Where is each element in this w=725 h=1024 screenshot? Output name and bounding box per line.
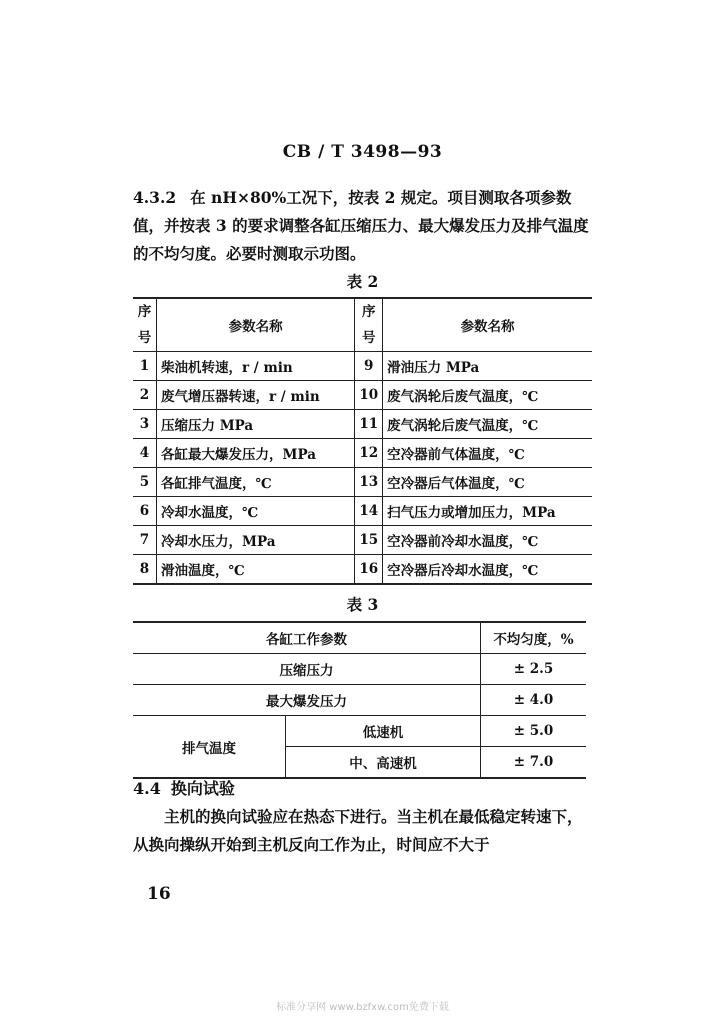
- table2-header-idx-left: 序号: [133, 298, 157, 352]
- table2: [133, 297, 592, 585]
- table3: [133, 621, 586, 779]
- table2-right-name: 滑油压力 MPa: [383, 352, 592, 381]
- table2-left-idx: 8: [133, 555, 157, 585]
- paragraph-4-4-text: 主机的换向试验应在热态下进行。当主机在最低稳定转速下，从换向操纵开始到主机反向工作为止，时间应不大于: [133, 807, 583, 854]
- table2-right-name: 空冷器后气体温度，℃: [383, 468, 592, 497]
- table3-row-compress: [133, 654, 586, 685]
- table2-right-idx: 15: [355, 526, 383, 555]
- table2-left-idx: 5: [133, 468, 157, 497]
- table3-compress-value: ± 2.5: [480, 654, 586, 685]
- table3-exhaust-label: 排气温度: [133, 716, 286, 779]
- paragraph-text: 在 nH×80%工况下，按表 2 规定。项目测取各项参数值，并按表 3 的要求调整各缸压缩压力、最大爆发压力及排气温度的不均匀度。必要时测取示功图。: [133, 188, 589, 263]
- table2-left-idx: 3: [133, 410, 157, 439]
- standard-code-header: CB / T 3498—93: [282, 142, 443, 162]
- table3-mid-speed-label: 中、高速机: [286, 747, 481, 779]
- table2-left-name: 滑油温度，℃: [157, 555, 355, 585]
- table2-left-idx: 1: [133, 352, 157, 381]
- table2-row: [133, 555, 592, 585]
- table2-right-idx: 9: [355, 352, 383, 381]
- table2-left-idx: 4: [133, 439, 157, 468]
- table2-right-idx: 10: [355, 381, 383, 410]
- paragraph-number: 4.3.2: [133, 188, 177, 207]
- table2-row: [133, 468, 592, 497]
- table2-row: [133, 497, 592, 526]
- table2-right-name: 废气涡轮后废气温度，℃: [383, 410, 592, 439]
- table2-header-name-left: 参数名称: [157, 298, 355, 352]
- table2-right-name: 扫气压力或增加压力，MPa: [383, 497, 592, 526]
- section-title: 换向试验: [170, 779, 235, 798]
- table2-right-idx: 14: [355, 497, 383, 526]
- table2-left-name: 柴油机转速，r / min: [157, 352, 355, 381]
- table2-left-name: 冷却水压力，MPa: [157, 526, 355, 555]
- table3-low-speed-label: 低速机: [286, 716, 481, 747]
- watermark-footer: 标准分享网 www.bzfxw.com免费下载: [276, 1002, 449, 1013]
- table2-right-name: 空冷器前冷却水温度，℃: [383, 526, 592, 555]
- paragraph-4-4: [133, 803, 593, 859]
- table2-right-idx: 11: [355, 410, 383, 439]
- table3-col1-header: 各缸工作参数: [133, 622, 480, 654]
- table2-left-idx: 7: [133, 526, 157, 555]
- table2-caption: 表 2: [346, 272, 379, 291]
- table3-row-exhaust-low: [133, 716, 586, 747]
- table2-row: [133, 381, 592, 410]
- table2-left-name: 各缸最大爆发压力，MPa: [157, 439, 355, 468]
- page-number: 16: [147, 884, 171, 904]
- table2-row: [133, 410, 592, 439]
- table2-left-name: 冷却水温度，℃: [157, 497, 355, 526]
- table2-left-name: 压缩压力 MPa: [157, 410, 355, 439]
- table2-row: [133, 526, 592, 555]
- table2-right-idx: 16: [355, 555, 383, 585]
- table3-header-row: [133, 622, 586, 654]
- table3-low-speed-value: ± 5.0: [480, 716, 586, 747]
- table3-col2-header: 不均匀度，%: [480, 622, 586, 654]
- table2-row: [133, 352, 592, 381]
- table3-caption: 表 3: [346, 595, 379, 614]
- table2-header-row: [133, 298, 592, 352]
- paragraph-4-3-2: [133, 184, 593, 268]
- table3-mid-speed-value: ± 7.0: [480, 747, 586, 779]
- section-number: 4.4: [133, 779, 161, 798]
- table2-header-name-right: 参数名称: [383, 298, 592, 352]
- table2-left-name: 废气增压器转速，r / min: [157, 381, 355, 410]
- table2-right-name: 空冷器前气体温度，℃: [383, 439, 592, 468]
- table2-left-idx: 6: [133, 497, 157, 526]
- table2-header-idx-right: 序号: [355, 298, 383, 352]
- table2-right-idx: 13: [355, 468, 383, 497]
- table2-row: [133, 439, 592, 468]
- table2-left-name: 各缸排气温度，℃: [157, 468, 355, 497]
- table3-compress-label: 压缩压力: [133, 654, 480, 685]
- table2-left-idx: 2: [133, 381, 157, 410]
- table2-right-idx: 12: [355, 439, 383, 468]
- section-4-4-heading: [133, 776, 235, 799]
- table3-row-max: [133, 685, 586, 716]
- table2-right-name: 废气涡轮后废气温度，℃: [383, 381, 592, 410]
- table3-max-value: ± 4.0: [480, 685, 586, 716]
- table2-right-name: 空冷器后冷却水温度，℃: [383, 555, 592, 585]
- table3-max-label: 最大爆发压力: [133, 685, 480, 716]
